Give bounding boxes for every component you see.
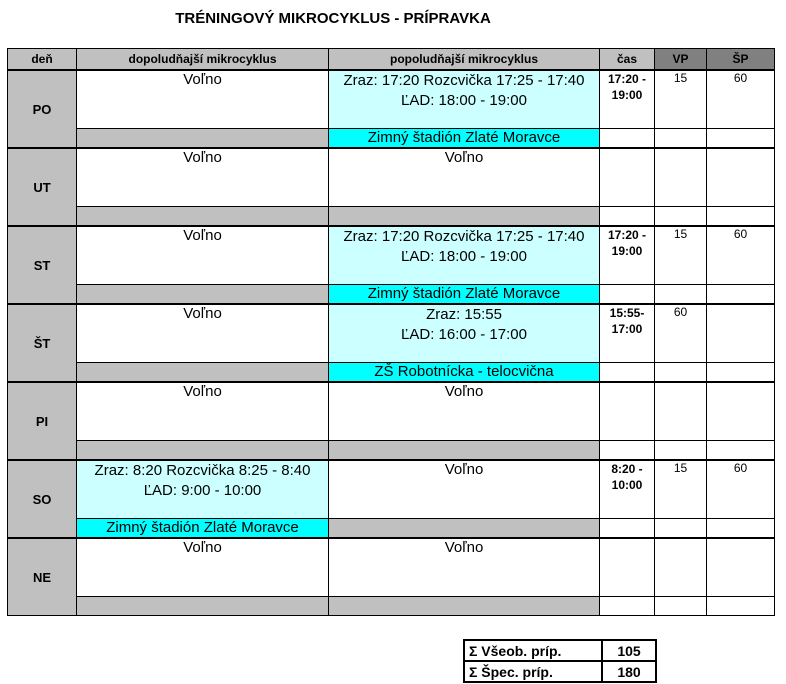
day-subrow — [8, 207, 775, 227]
blank-cell — [600, 597, 655, 616]
afternoon-cell — [329, 304, 600, 363]
time-cell — [600, 148, 655, 207]
text-line: 17:00 — [611, 322, 643, 336]
afternoon-cell — [329, 382, 600, 441]
text-line: 19:00 — [611, 88, 643, 102]
summary-value: 180 — [602, 661, 656, 682]
day-row — [8, 226, 775, 285]
text-line: Zraz: 17:20 Rozcvička 17:25 - 17:40 — [343, 228, 585, 245]
empty-gray-cell — [329, 519, 600, 539]
day-row — [8, 382, 775, 441]
blank-cell — [707, 363, 775, 383]
empty-gray-cell — [77, 597, 329, 616]
schedule-table — [7, 48, 775, 616]
day-label: ŠT — [8, 304, 77, 382]
header-morning: dopoludňajší mikrocyklus — [77, 49, 329, 71]
morning-cell — [77, 460, 329, 519]
text-line: 17:20 - — [607, 72, 647, 86]
text-line: ĽAD: 18:00 - 19:00 — [401, 92, 527, 109]
day-label: NE — [8, 538, 77, 616]
empty-gray-cell — [77, 363, 329, 383]
blank-cell — [600, 129, 655, 149]
blank-cell — [655, 441, 707, 461]
text-line: Voľno — [183, 305, 222, 322]
day-row — [8, 148, 775, 207]
summary-value: 105 — [602, 640, 656, 661]
blank-cell — [655, 129, 707, 149]
day-subrow — [8, 363, 775, 383]
blank-cell — [655, 597, 707, 616]
text-line: Zraz: 8:20 Rozcvička 8:25 - 8:40 — [94, 462, 311, 479]
empty-gray-cell — [77, 441, 329, 461]
sp-cell — [707, 538, 775, 597]
blank-cell — [707, 441, 775, 461]
blank-cell — [600, 285, 655, 305]
day-row — [8, 538, 775, 597]
header-time: čas — [600, 49, 655, 71]
text-line: ĽAD: 16:00 - 17:00 — [401, 326, 527, 343]
time-cell — [600, 226, 655, 285]
day-subrow — [8, 441, 775, 461]
day-subrow — [8, 519, 775, 539]
time-cell — [600, 382, 655, 441]
header-day: deň — [8, 49, 77, 71]
summary-label: Σ Špec. príp. — [464, 661, 602, 682]
day-subrow — [8, 597, 775, 616]
text-line: Voľno — [183, 227, 222, 244]
blank-cell — [707, 597, 775, 616]
blank-cell — [655, 519, 707, 539]
afternoon-cell — [329, 538, 600, 597]
location-cell: Zimný štadión Zlaté Moravce — [329, 285, 600, 305]
location-cell: Zimný štadión Zlaté Moravce — [329, 129, 600, 149]
day-label: PO — [8, 70, 77, 148]
summary-row-vp — [464, 640, 656, 661]
vp-cell: 60 — [655, 304, 707, 363]
blank-cell — [655, 363, 707, 383]
text-line: Voľno — [183, 539, 222, 556]
morning-cell — [77, 382, 329, 441]
morning-cell — [77, 226, 329, 285]
text-line: Zraz: 17:20 Rozcvička 17:25 - 17:40 — [343, 72, 585, 89]
empty-gray-cell — [77, 285, 329, 305]
empty-gray-cell — [329, 597, 600, 616]
afternoon-cell — [329, 148, 600, 207]
morning-cell — [77, 304, 329, 363]
text-line: Zraz: 15:55 — [426, 306, 502, 323]
vp-cell: 15 — [655, 70, 707, 129]
blank-cell — [655, 285, 707, 305]
empty-gray-cell — [77, 207, 329, 227]
time-cell — [600, 538, 655, 597]
day-subrow — [8, 129, 775, 149]
location-cell: ZŠ Robotnícka - telocvična — [329, 363, 600, 383]
sp-cell — [707, 148, 775, 207]
text-line: Voľno — [444, 461, 484, 478]
afternoon-cell — [329, 460, 600, 519]
text-line: Voľno — [444, 149, 484, 166]
time-cell — [600, 70, 655, 129]
empty-gray-cell — [329, 207, 600, 227]
blank-cell — [707, 285, 775, 305]
header-afternoon: popoludňajší mikrocyklus — [329, 49, 600, 71]
blank-cell — [707, 129, 775, 149]
sp-cell: 60 — [707, 460, 775, 519]
sp-cell — [707, 304, 775, 363]
text-line: Voľno — [444, 383, 484, 400]
text-line: Voľno — [183, 71, 222, 88]
vp-cell: 15 — [655, 226, 707, 285]
text-line: ĽAD: 9:00 - 10:00 — [143, 482, 262, 499]
summary-table — [463, 639, 657, 683]
day-row — [8, 460, 775, 519]
day-row — [8, 70, 775, 129]
text-line: Voľno — [183, 383, 222, 400]
day-subrow — [8, 285, 775, 305]
vp-cell — [655, 538, 707, 597]
vp-cell: 15 — [655, 460, 707, 519]
time-cell — [600, 304, 655, 363]
afternoon-cell — [329, 70, 600, 129]
blank-cell — [600, 363, 655, 383]
blank-cell — [707, 207, 775, 227]
text-line: 19:00 — [611, 244, 643, 258]
text-line: 15:55- — [609, 306, 645, 320]
blank-cell — [600, 519, 655, 539]
sp-cell: 60 — [707, 70, 775, 129]
empty-gray-cell — [77, 129, 329, 149]
morning-cell — [77, 70, 329, 129]
blank-cell — [655, 207, 707, 227]
text-line: 17:20 - — [607, 228, 647, 242]
blank-cell — [600, 441, 655, 461]
day-label: PI — [8, 382, 77, 460]
text-line: Voľno — [183, 149, 222, 166]
vp-cell — [655, 382, 707, 441]
day-label: UT — [8, 148, 77, 226]
afternoon-cell — [329, 226, 600, 285]
header-vp: VP — [655, 49, 707, 71]
day-label: ST — [8, 226, 77, 304]
page-title: TRÉNINGOVÝ MIKROCYKLUS - PRÍPRAVKA — [175, 10, 491, 27]
summary-row-sp — [464, 661, 656, 682]
blank-cell — [707, 519, 775, 539]
morning-cell — [77, 538, 329, 597]
sp-cell: 60 — [707, 226, 775, 285]
text-line: ĽAD: 18:00 - 19:00 — [401, 248, 527, 265]
text-line: 10:00 — [611, 478, 643, 492]
header-sp: ŠP — [707, 49, 775, 71]
day-row — [8, 304, 775, 363]
header-row — [8, 49, 775, 71]
vp-cell — [655, 148, 707, 207]
time-cell — [600, 460, 655, 519]
location-cell: Zimný štadión Zlaté Moravce — [77, 519, 329, 539]
day-label: SO — [8, 460, 77, 538]
empty-gray-cell — [329, 441, 600, 461]
text-line: 8:20 - — [611, 462, 643, 476]
text-line: Voľno — [444, 539, 484, 556]
blank-cell — [600, 207, 655, 227]
morning-cell — [77, 148, 329, 207]
sp-cell — [707, 382, 775, 441]
summary-label: Σ Všeob. príp. — [464, 640, 602, 661]
